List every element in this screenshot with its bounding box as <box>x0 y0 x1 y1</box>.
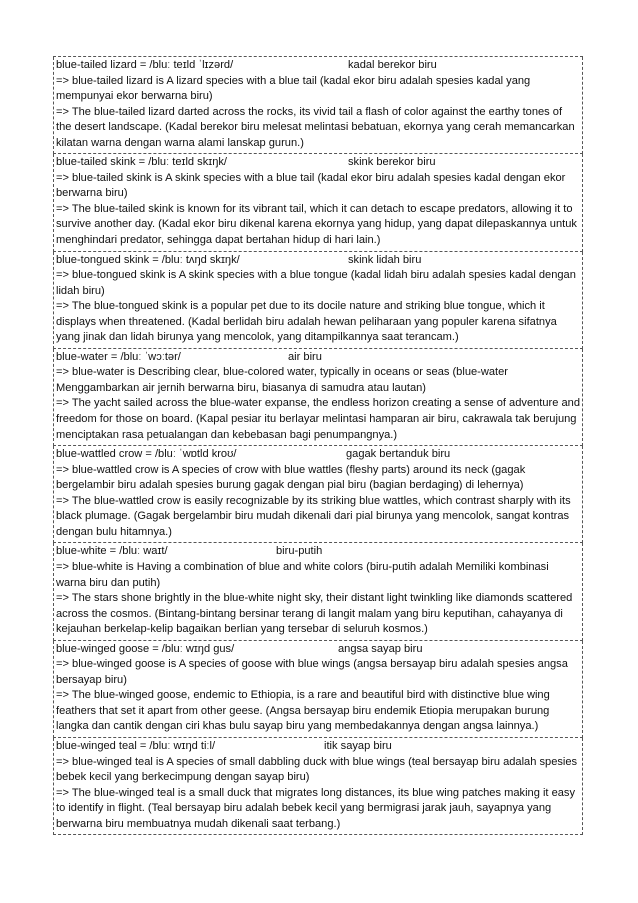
example-sentence: => The yacht sailed across the blue-water expanse, the endless horizon creating a sense of adventure and freedom for those on board. (Kapal pesiar itu berlayar melintasi hamparan air biru, cakrawala tak berujung menciptakan rasa petualangan dan kebebasan bagi penumpangnya.) <box>56 397 580 441</box>
dictionary-entry <box>53 446 583 543</box>
example-sentence: => The blue-tailed skink is known for its vibrant tail, which it can detach to escape predators, allowing it to survive another day. (Kadal ekor biru dikenal karena ekornya yang hidup, yang dapat dilepaskannya untuk menghindari predator, sehingga dapat bertahan hidup di hari lain.) <box>56 202 577 247</box>
translation: angsa sayap biru <box>338 642 423 655</box>
entry-header <box>56 253 580 269</box>
example-sentence: => The blue-winged goose, endemic to Ethiopia, is a rare and beautiful bird with distinctive blue wing feathers that set it apart from other geese. (Angsa bersayap biru endemik Etiopia merupakan burung langka dan cantik dengan ciri khas bulu sayap biru yang membedakannya dengan angsa lainnya.) <box>56 689 550 733</box>
definition: => blue-white is Having a combination of blue and white colors (biru-putih adalah Memiliki kombinasi warna biru dan putih) <box>56 560 549 589</box>
dictionary-entry <box>53 738 583 835</box>
headword: blue-winged teal = /bluː wɪŋd tiːl/ <box>56 739 216 752</box>
entry-header <box>56 739 580 755</box>
headword: blue-tongued skink = /bluː tʌŋd skɪŋk/ <box>56 253 240 266</box>
entry-header <box>56 350 580 366</box>
entry-header <box>56 58 580 74</box>
definition: => blue-wattled crow is A species of crow with blue wattles (fleshy parts) around its neck (gagak bergelambir biru adalah spesies burung gagak dengan pial biru (bagian berdaging) di lehernya) <box>56 463 526 492</box>
dictionary-entry <box>53 154 583 251</box>
dictionary-entry <box>53 57 583 154</box>
example-sentence: => The stars shone brightly in the blue-white night sky, their distant light twinkling like diamonds scattered across the cosmos. (Bintang-bintang bersinar terang di langit malam yang biru keputihan, cahayanya di kejauhan berkelap-kelip bagaikan berlian yang tersebar di seluruh kosmos.) <box>56 592 573 636</box>
example-sentence: => The blue-winged teal is a small duck that migrates long distances, its blue wing patches making it easy to identify in flight. (Teal bersayap biru adalah bebek kecil yang bermigrasi jarak jauh, sayapnya yang berwarna biru membuatnya mudah dikenali saat terbang.) <box>56 786 576 830</box>
headword: blue-winged goose = /bluː wɪŋd gus/ <box>56 642 235 655</box>
translation: skink berekor biru <box>348 156 436 169</box>
dictionary-entry <box>53 252 583 349</box>
headword: blue-tailed lizard = /bluː teɪld ˈlɪzərd/ <box>56 59 234 71</box>
entry-header <box>56 544 580 560</box>
dictionary-entry <box>53 349 583 446</box>
example-sentence: => The blue-wattled crow is easily recognizable by its striking blue wattles, which contrast sharply with its black plumage. (Gagak bergelambir biru mudah dikenali dari pial birunya yang mencolok, sangat kontras dengan bulu hitamnya.) <box>56 494 571 538</box>
example-sentence: => The blue-tailed lizard darted across the rocks, its vivid tail a flash of color against the earthy tones of the desert landscape. (Kadal berekor biru melesat melintasi bebatuan, ekornya yang cerah memancarkan kilatan warna dengan warna alami lanskap gurun.) <box>56 105 575 149</box>
translation: kadal berekor biru <box>348 59 437 71</box>
entry-header <box>56 447 580 463</box>
headword: blue-tailed skink = /bluː teɪld skɪŋk/ <box>56 156 227 169</box>
definition: => blue-tailed lizard is A lizard species with a blue tail (kadal ekor biru adalah spesies kadal yang mempunyai ekor berwarna biru) <box>56 74 531 103</box>
translation: gagak bertanduk biru <box>346 448 451 461</box>
headword: blue-wattled crow = /bluː ˈwɒtld kroʊ/ <box>56 448 237 461</box>
dictionary-page <box>53 56 583 835</box>
dictionary-entry <box>53 543 583 640</box>
definition: => blue-water is Describing clear, blue-colored water, typically in oceans or seas (blue-water Menggambarkan air jernih berwarna biru, biasanya di samudra atau lautan) <box>56 366 508 394</box>
headword: blue-white = /bluː waɪt/ <box>56 545 168 558</box>
example-sentence: => The blue-tongued skink is a popular pet due to its docile nature and striking blue tongue, which it displays when threatened. (Kadal berlidah biru adalah hewan peliharaan yang populer karena sifatnya yang jinak dan lidah birunya yang mencolok, yang ditampilkannya saat terancam.) <box>56 300 557 344</box>
definition: => blue-tailed skink is A skink species with a blue tail (kadal ekor biru adalah spesies kadal dengan ekor berwarna biru) <box>56 171 566 200</box>
translation: itik sayap biru <box>324 739 392 752</box>
definition: => blue-winged teal is A species of small dabbling duck with blue wings (teal bersayap biru adalah spesies bebek kecil yang berkecimpung dengan sayap biru) <box>56 755 578 784</box>
definition: => blue-winged goose is A species of goose with blue wings (angsa bersayap biru adalah spesies angsa bersayap biru) <box>56 658 568 686</box>
translation: skink lidah biru <box>348 253 422 266</box>
dictionary-entry <box>53 641 583 738</box>
translation: air biru <box>288 350 322 363</box>
definition: => blue-tongued skink is A skink species with a blue tongue (kadal lidah biru adalah spesies kadal dengan lidah biru) <box>56 269 576 297</box>
translation: biru-putih <box>276 545 323 558</box>
entry-header <box>56 642 580 658</box>
entry-header <box>56 155 580 171</box>
headword: blue-water = /bluː ˈwɔːtər/ <box>56 350 181 363</box>
